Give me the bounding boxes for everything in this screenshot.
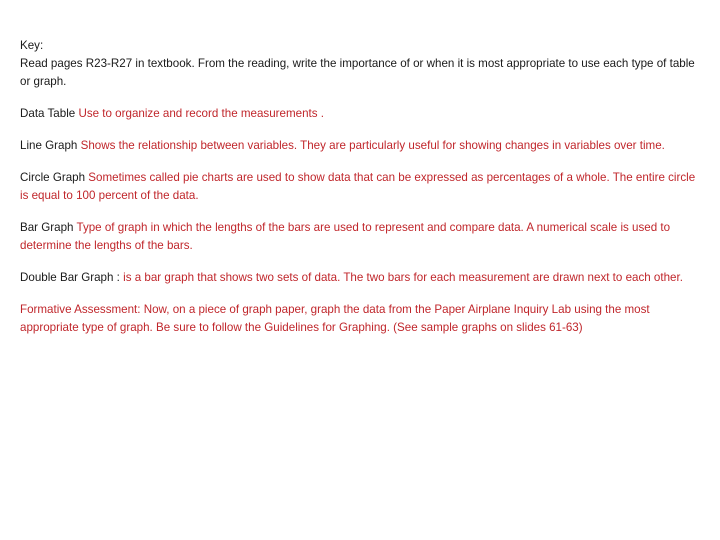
entry-data-table (20, 105, 700, 123)
entry-term: Bar Graph (20, 221, 77, 234)
entry-definition: Use to organize and record the measurements . (78, 107, 324, 120)
entry-definition: Sometimes called pie charts are used to show data that can be expressed as percentages of a whole. The entire circle is equal to 100 percent of the data. (20, 171, 696, 202)
spacer (20, 205, 700, 219)
entry-definition: Type of graph in which the lengths of the bars are used to represent and compare data. A numerical scale is used to determine the lengths of the bars. (20, 221, 671, 252)
entry-term: Line Graph (20, 139, 81, 152)
entry-double-bar-graph (20, 269, 700, 287)
entry-term: Double Bar Graph : (20, 271, 124, 284)
spacer (20, 91, 700, 105)
entry-definition: Shows the relationship between variables. They are particularly useful for showing changes in variables over time. (80, 139, 665, 152)
entry-definition: is a bar graph that shows two sets of data. The two bars for each measurement are drawn next to each other. (123, 271, 683, 284)
spacer (20, 123, 700, 137)
key-instructions: Read pages R23-R27 in textbook. From the reading, write the importance of or when it is most appropriate to use each type of table or graph. (20, 57, 695, 88)
entry-term: Circle Graph (20, 171, 89, 184)
spacer (20, 255, 700, 269)
spacer (20, 155, 700, 169)
document-body (20, 37, 700, 337)
spacer (20, 287, 700, 301)
entry-term: Data Table (20, 107, 79, 120)
entry-circle-graph (20, 169, 700, 205)
entry-bar-graph (20, 219, 700, 255)
formative-assessment: Formative Assessment: Now, on a piece of graph paper, graph the data from the Paper Airplane Inquiry Lab using the most appropriate type of graph. Be sure to follow the Guidelines for Graphing. (See sample graphs on slides 61-63) (20, 303, 650, 334)
key-heading: Key: (20, 39, 44, 52)
entry-line-graph (20, 137, 700, 155)
